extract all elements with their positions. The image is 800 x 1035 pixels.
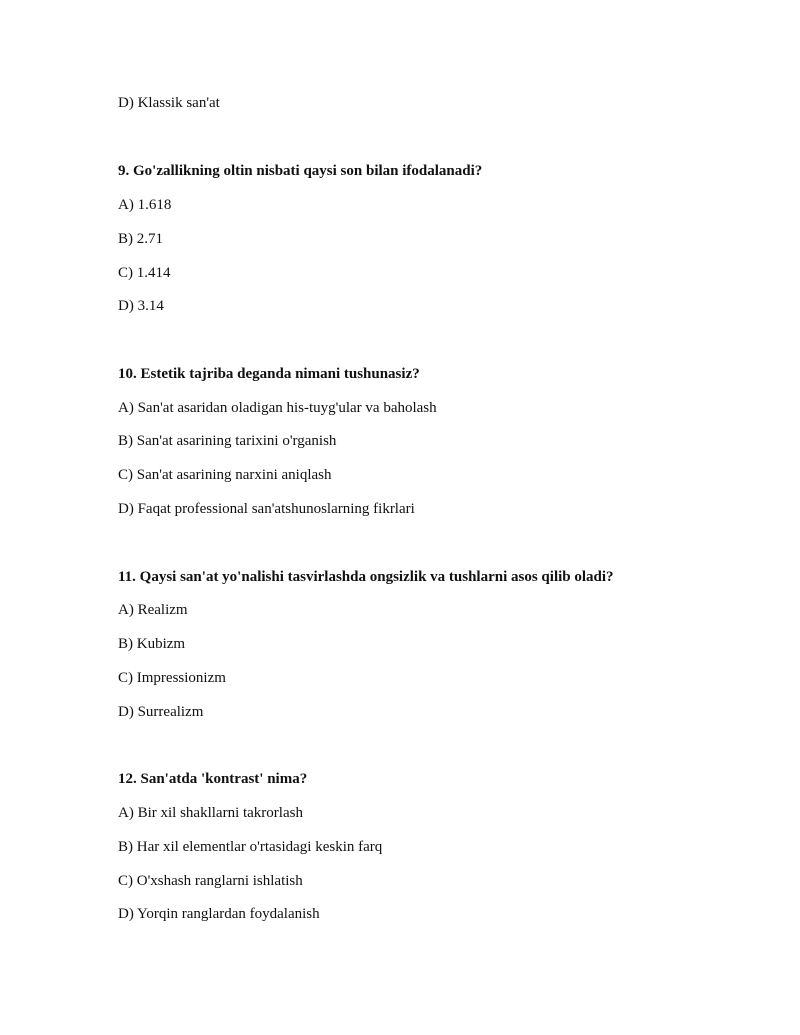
question-9-option-d: D) 3.14 [118, 298, 164, 314]
question-12: 12. San'atda 'kontrast' nima? [118, 771, 308, 787]
question-10-option-d: D) Faqat professional san'atshunoslarning fikrlari [118, 501, 415, 517]
question-11-option-c: C) Impressionizm [118, 670, 226, 686]
question-12-option-d: D) Yorqin ranglardan foydalanish [118, 906, 320, 922]
question-12-option-a: A) Bir xil shakllarni takrorlash [118, 805, 303, 821]
question-10: 10. Estetik tajriba deganda nimani tushunasiz? [118, 366, 420, 382]
question-10-option-b: B) San'at asarining tarixini o'rganish [118, 433, 337, 449]
question-9-option-c: C) 1.414 [118, 265, 171, 281]
question-12-option-c: C) O'xshash ranglarni ishlatish [118, 873, 303, 889]
question-9: 9. Go'zallikning oltin nisbati qaysi son bilan ifodalanadi? [118, 163, 483, 179]
question-12-option-b: B) Har xil elementlar o'rtasidagi keskin farq [118, 839, 383, 855]
question-10-option-a: A) San'at asaridan oladigan his-tuyg'ular va baholash [118, 400, 437, 416]
question-10-option-c: C) San'at asarining narxini aniqlash [118, 467, 332, 483]
question-11-option-b: B) Kubizm [118, 636, 186, 652]
question-11: 11. Qaysi san'at yo'nalishi tasvirlashda ongsizlik va tushlarni asos qilib oladi? [118, 569, 614, 585]
question-11-option-a: A) Realizm [118, 602, 188, 618]
previous-question-option-d: D) Klassik san'at [118, 95, 220, 111]
question-9-option-a: A) 1.618 [118, 197, 172, 213]
question-9-option-b: B) 2.71 [118, 231, 163, 247]
question-11-option-d: D) Surrealizm [118, 704, 204, 720]
